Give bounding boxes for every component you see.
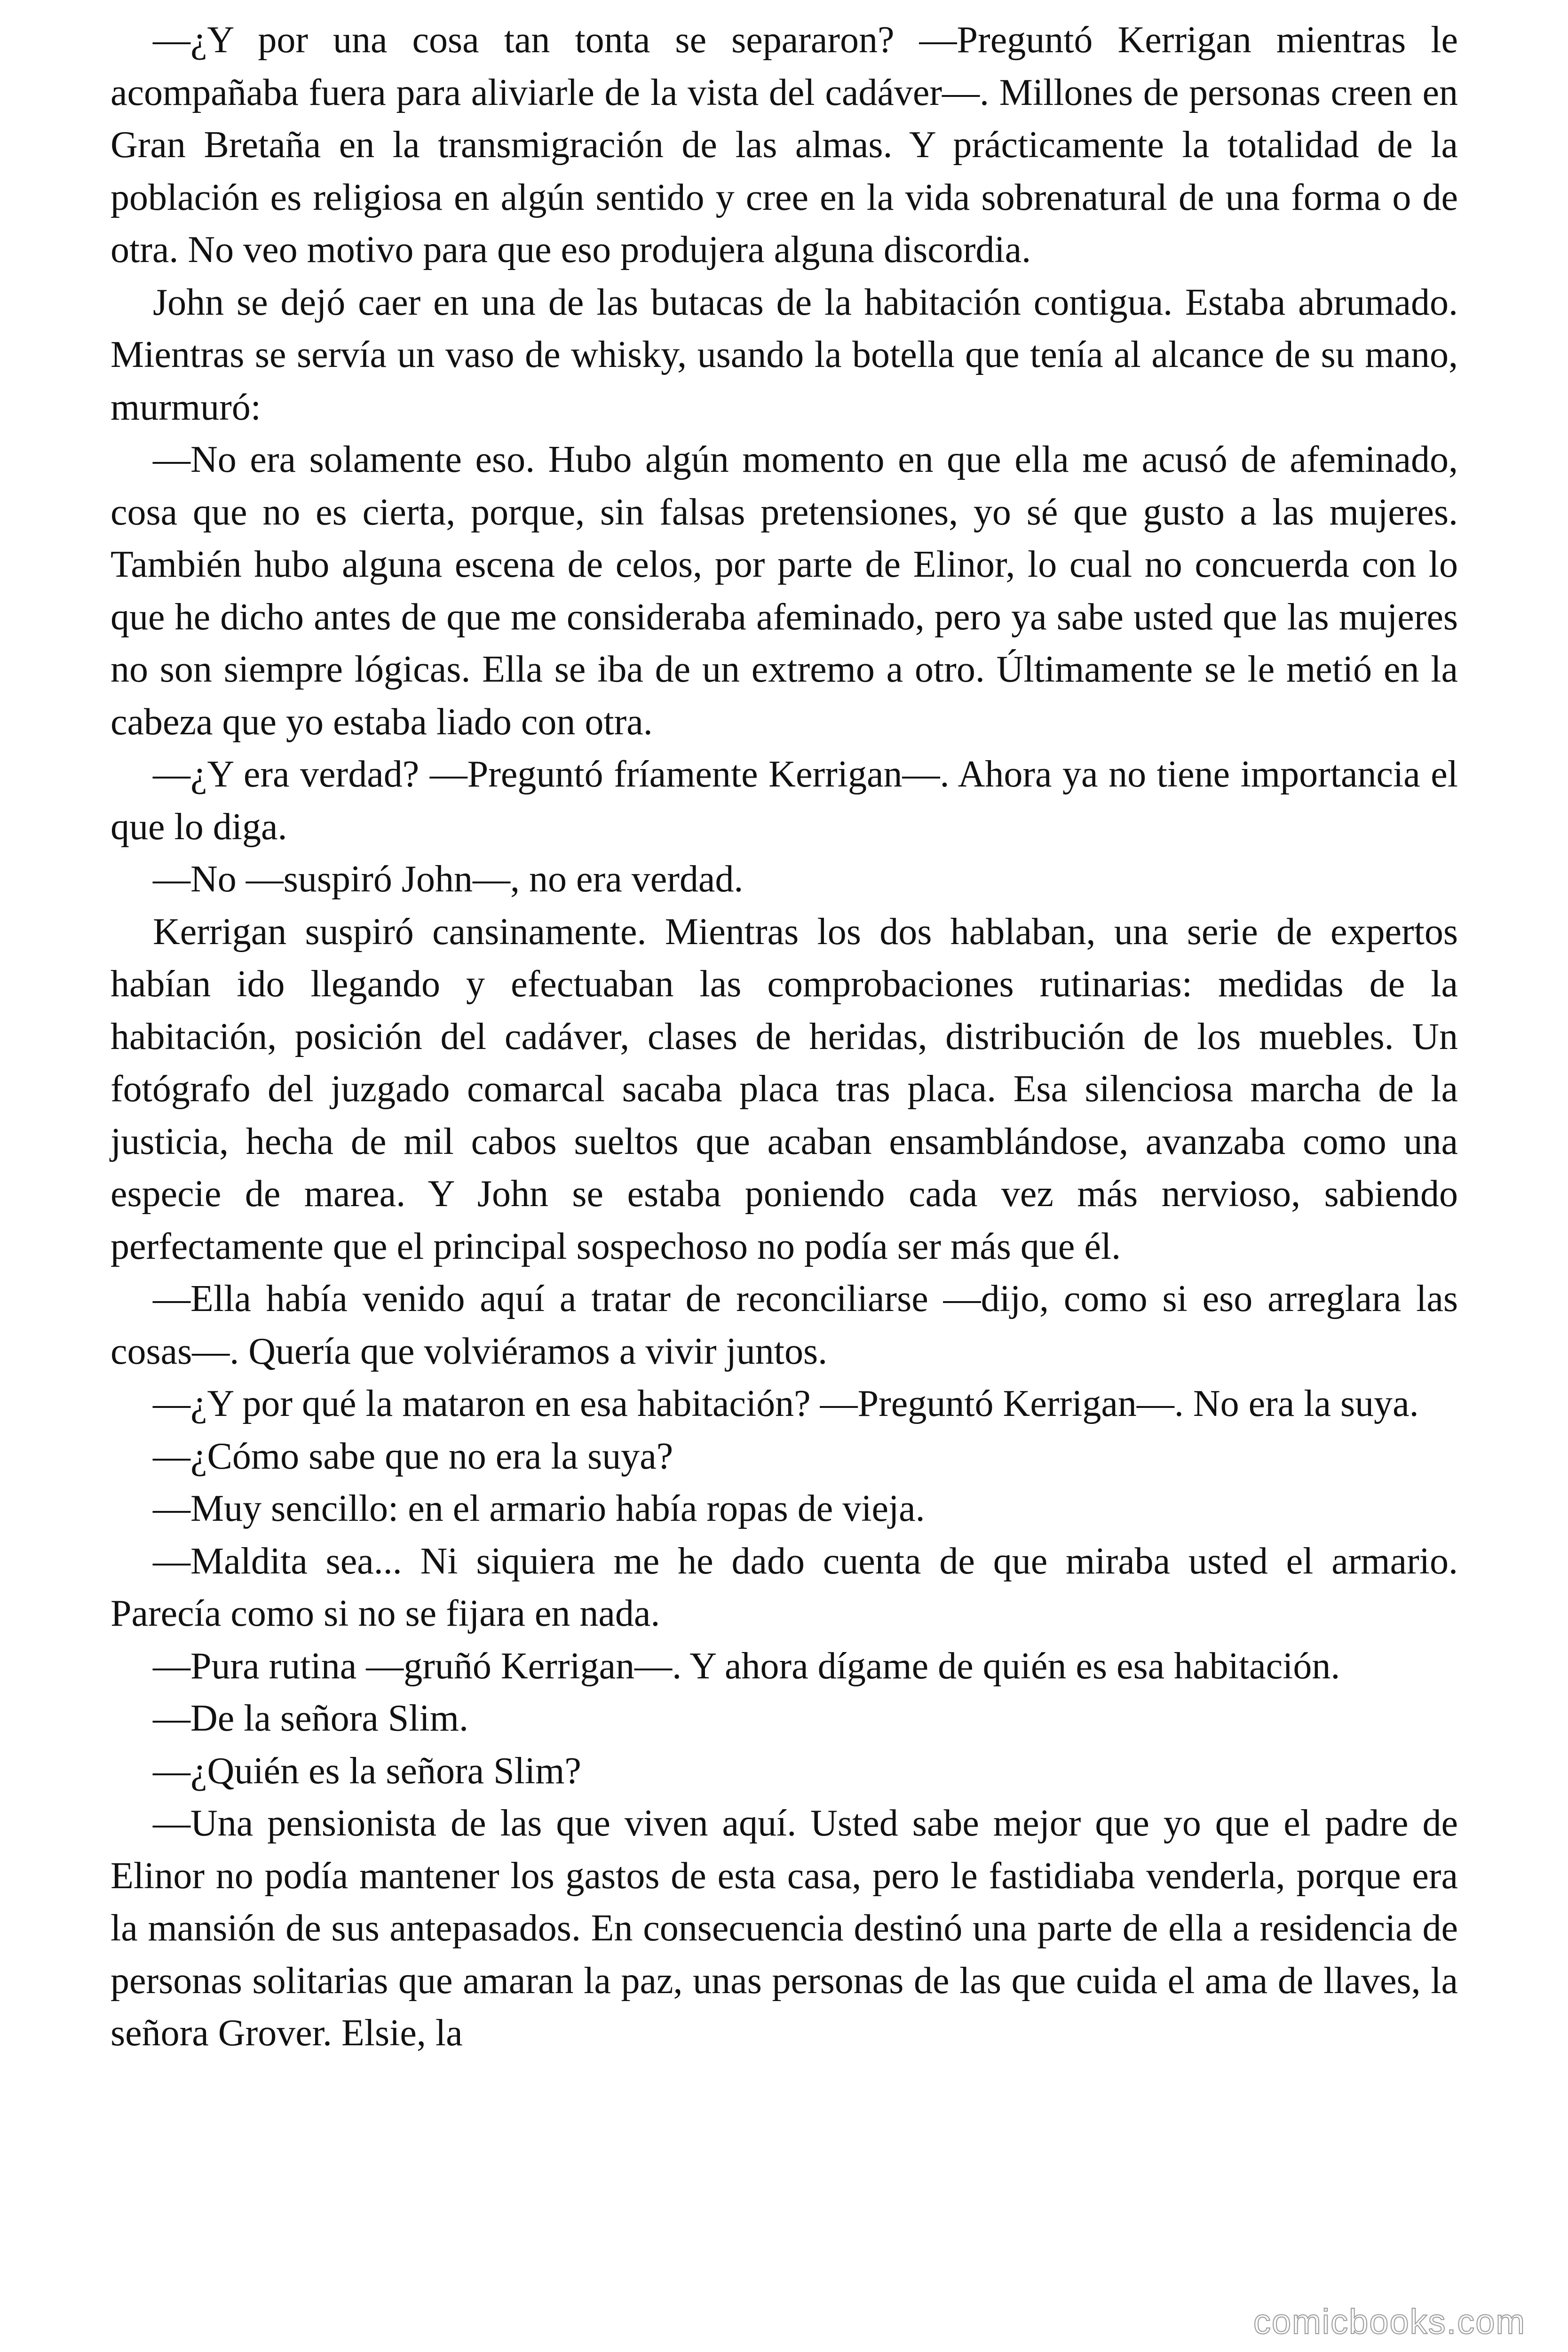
paragraph-14: —¿Quién es la señora Slim?: [153, 1750, 581, 1792]
paragraph-13: —De la señora Slim.: [153, 1698, 468, 1739]
paragraph-10: —Muy sencillo: en el armario había ropas de vieja.: [153, 1488, 925, 1529]
paragraph-6: Kerrigan suspiró cansinamente. Mientras los dos hablaban, una serie de expertos habían ido llegando y efectuaban las comprobaciones rutinarias: medidas de la habitación, posición del cadáver, clases de heridas, distribución de los muebles. Un fotógrafo del juzgado comarcal sacaba placa tras placa. Esa silenciosa marcha de la justicia, hecha de mil cabos sueltos que acaban ensamblándose, avanzaba como una especie de marea. Y John se estaba poniendo cada vez más nervioso, sabiendo perfectamente que el principal sospechoso no podía ser más que él.: [111, 911, 1458, 1267]
paragraph-2: John se dejó caer en una de las butacas de la habitación contigua. Estaba abrumado. Mientras se servía un vaso de whisky, usando la botella que tenía al alcance de su mano, murmuró:: [111, 281, 1458, 428]
paragraph-1: —¿Y por una cosa tan tonta se separaron? —Preguntó Kerrigan mientras le acompañaba fuera para aliviarle de la vista del cadáver—. Millones de personas creen en Gran Bretaña en la transmigración de las almas. Y prácticamente la totalidad de la población es religiosa en algún sentido y cree en la vida sobrenatural de una forma o de otra. No veo motivo para que eso produjera alguna discordia.: [111, 19, 1458, 270]
paragraph-12: —Pura rutina —gruñó Kerrigan—. Y ahora dígame de quién es esa habitación.: [153, 1645, 1340, 1687]
paragraph-11: —Maldita sea... Ni siquiera me he dado cuenta de que miraba usted el armario. Parecía como si no se fijara en nada.: [111, 1540, 1458, 1634]
paragraph-4: —¿Y era verdad? —Preguntó fríamente Kerrigan—. Ahora ya no tiene importancia el que lo diga.: [111, 754, 1458, 848]
paragraph-15: —Una pensionista de las que viven aquí. Usted sabe mejor que yo que el padre de Elinor no podía mantener los gastos de esta casa, pero le fastidiaba venderla, porque era la mansión de sus antepasados. En consecuencia destinó una parte de ella a residencia de personas solitarias que amaran la paz, unas personas de las que cuida el ama de llaves, la señora Grover. Elsie, la: [111, 1803, 1458, 2054]
watermark: comicbooks.com: [1253, 2302, 1526, 2341]
paragraph-7: —Ella había venido aquí a tratar de reconciliarse —dijo, como si eso arreglara las cosas—. Quería que volviéramos a vivir juntos.: [111, 1278, 1458, 1372]
paragraph-3: —No era solamente eso. Hubo algún momento en que ella me acusó de afeminado, cosa que no es cierta, porque, sin falsas pretensiones, yo sé que gusto a las mujeres. También hubo alguna escena de celos, por parte de Elinor, lo cual no concuerda con lo que he dicho antes de que me consideraba afeminado, pero ya sabe usted que las mujeres no son siempre lógicas. Ella se iba de un extremo a otro. Últimamente se le metió en la cabeza que yo estaba liado con otra.: [111, 439, 1458, 743]
paragraph-5: —No —suspiró John—, no era verdad.: [153, 858, 744, 900]
page-text: [111, 14, 1458, 2060]
paragraph-8: —¿Y por qué la mataron en esa habitación? —Preguntó Kerrigan—. No era la suya.: [153, 1383, 1419, 1424]
paragraph-9: —¿Cómo sabe que no era la suya?: [153, 1435, 673, 1477]
